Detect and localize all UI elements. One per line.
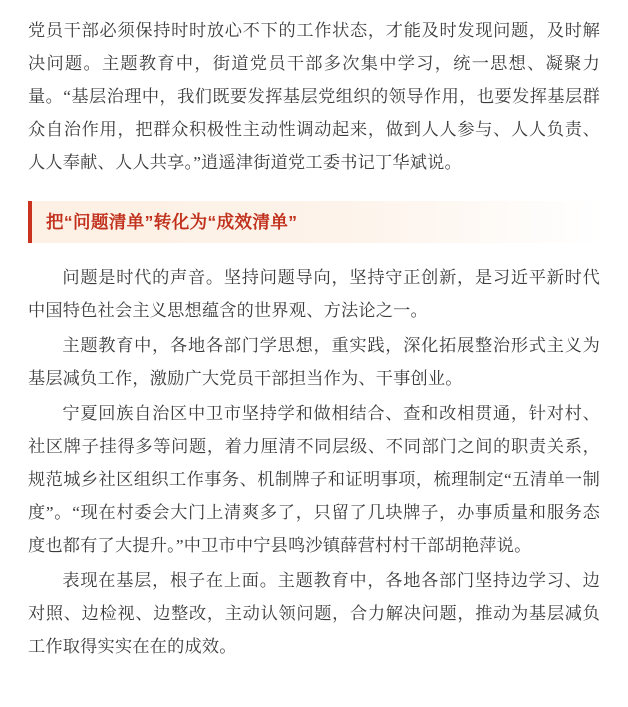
paragraph-1: 问题是时代的声音。坚持问题导向，坚持守正创新，是习近平新时代中国特色社会主义思想蕴含的世界观、方法论之一。 <box>28 268 600 320</box>
paragraph-2: 主题教育中，各地各部门学思想，重实践，深化拓展整治形式主义为基层减负工作，激励广大党员干部担当作为、干事创业。 <box>28 336 600 388</box>
section-heading-text: 把“问题清单”转化为“成效清单” <box>46 212 298 232</box>
paragraph-3: 宁夏回族自治区中卫市坚持学和做相结合、查和改相贯通，针对村、社区牌子挂得多等问题，着力厘清不同层级、不同部门之间的职责关系，规范城乡社区组织工作事务、机制牌子和证明事项，梳理制定“五清单一制度”。“现在村委会大门上清爽多了，只留了几块牌子，办事质量和服务态度也都有了大提升。”中卫市中宁县鸣沙镇薛营村村干部胡艳萍说。 <box>28 404 600 555</box>
section-heading <box>28 201 600 243</box>
paragraph-intro: 党员干部必须保持时时放心不下的工作状态，才能及时发现问题，及时解决问题。主题教育中，街道党员干部多次集中学习，统一思想、凝聚力量。“基层治理中，我们既要发挥基层党组织的领导作用，也要发挥基层群众自治作用，把群众积极性主动性调动起来，做到人人参与、人人负责、人人奉献、人人共享。”逍遥津街道党工委书记丁华斌说。 <box>28 21 600 172</box>
paragraph-4: 表现在基层，根子在上面。主题教育中，各地各部门坚持边学习、边对照、边检视、边整改，主动认领问题，合力解决问题，推动为基层减负工作取得实实在在的成效。 <box>28 571 600 656</box>
